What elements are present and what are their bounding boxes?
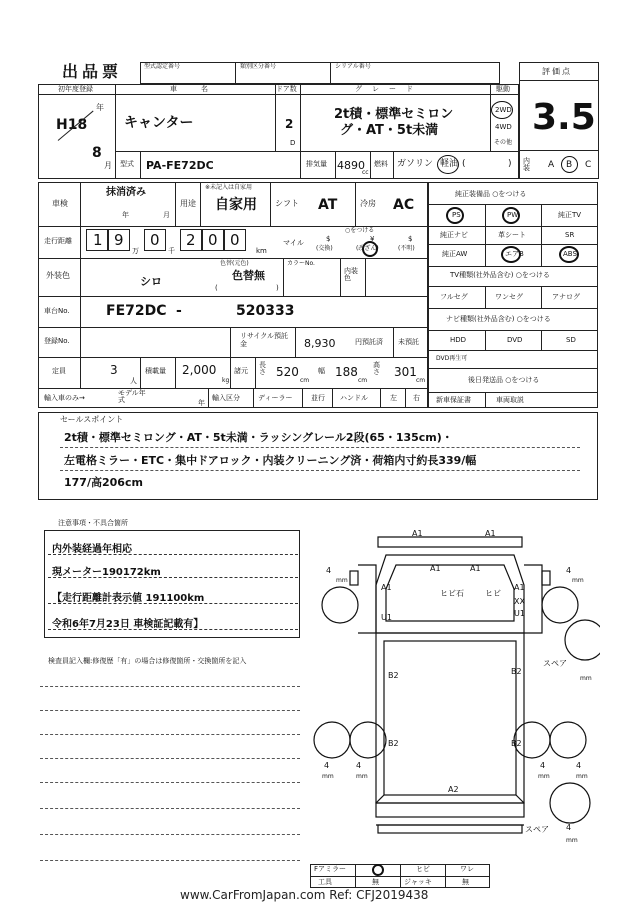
first-reg-era: H18 bbox=[56, 117, 88, 133]
label-usage: 用途 bbox=[180, 199, 196, 208]
label-capacity: 定員 bbox=[52, 367, 66, 375]
navi-hdd: HDD bbox=[450, 336, 467, 344]
mile-opt-2-circle bbox=[362, 241, 378, 257]
label-chassis: 車台No. bbox=[44, 307, 70, 315]
score-value: 3.5 bbox=[532, 97, 596, 138]
sales-point-label: セールスポイント bbox=[60, 415, 124, 424]
damage-xx: XX bbox=[514, 597, 525, 606]
tire-rear-left-outer-depth: 4 bbox=[324, 761, 330, 770]
note-line-2: 現メーター190172km bbox=[52, 567, 161, 578]
tools-tool-label: 工具 bbox=[318, 878, 332, 886]
watermark-text: www.CarFromJapan.com Ref: CFJ2019438 bbox=[180, 888, 429, 902]
mileage-d1: 1 bbox=[93, 231, 103, 249]
mileage-sen: 千 bbox=[168, 247, 175, 255]
mile-opt-3: $ bbox=[408, 235, 413, 243]
sales-point-line2: 左電格ミラー・ETC・集中ドアロック・内装クリーニング済・荷箱内寸約長339/幅 bbox=[64, 454, 477, 467]
import-dealer: ディーラー bbox=[258, 394, 293, 402]
navi-dvd: DVD bbox=[507, 336, 523, 344]
mileage-d3: 0 bbox=[150, 231, 160, 249]
width-unit: cm bbox=[358, 377, 368, 384]
tools-break: ワレ bbox=[460, 865, 474, 873]
score-label: 評価点 bbox=[542, 67, 572, 76]
usage-value: 自家用 bbox=[215, 197, 257, 213]
interior-label: 内装 bbox=[523, 157, 530, 172]
spare-label-1: スペア bbox=[543, 659, 567, 668]
mileage-d2: 9 bbox=[114, 231, 124, 249]
tire-rear-right-outer-unit: mm bbox=[576, 773, 588, 780]
sales-point-line1: 2t積・標準セミロング・AT・5t未満・ラッシングレール2段(65・135cm)・ bbox=[64, 431, 453, 444]
doors-unit: D bbox=[290, 139, 296, 147]
load-value: 2,000 bbox=[182, 363, 217, 377]
label-import-type: 輸入区分 bbox=[212, 394, 240, 402]
tire-rear-left-outer-unit: mm bbox=[322, 773, 334, 780]
navi-sd: SD bbox=[566, 336, 576, 344]
damage-windshield-crack: ヒビ bbox=[485, 589, 501, 598]
label-displacement: 排気量 bbox=[306, 160, 327, 168]
document-title: 出品票 bbox=[62, 62, 123, 81]
color-value: シロ bbox=[140, 275, 162, 288]
chassis-number: 520333 bbox=[236, 303, 295, 319]
notes-label: 注意事項・不具合箇所 bbox=[58, 519, 128, 527]
displacement-unit: cc bbox=[362, 169, 369, 176]
mileage-km: km bbox=[256, 247, 267, 255]
damage-a1-top-right: A1 bbox=[485, 529, 496, 538]
equipment-title: 純正装備品 ○をつける bbox=[455, 190, 527, 198]
ac-value: AC bbox=[393, 197, 415, 213]
car-name: キャンター bbox=[124, 115, 194, 131]
detail-box bbox=[38, 182, 428, 408]
tv-oneseg: ワンセグ bbox=[495, 293, 523, 301]
label-length: 長さ bbox=[259, 361, 266, 376]
drive-other: その他 bbox=[494, 139, 513, 146]
equip-airbag-circle bbox=[501, 246, 521, 263]
sales-point-line3: 177/高206cm bbox=[64, 476, 143, 489]
label-recycle: リサイクル預託金 bbox=[240, 332, 289, 348]
damage-windshield-chip: ヒビ石 bbox=[440, 589, 464, 598]
label-color-orig: 色替(元色) bbox=[220, 260, 249, 267]
tools-jack-label: ジャッキ bbox=[404, 878, 432, 886]
capacity-unit: 人 bbox=[130, 377, 137, 385]
first-reg-month: 8 bbox=[92, 145, 102, 161]
shift-value: AT bbox=[318, 197, 338, 213]
height-value: 301 bbox=[394, 365, 417, 379]
tv-title: TV種類(社外品含む) ○をつける bbox=[450, 271, 550, 279]
tire-rear-right-inner-depth: 4 bbox=[540, 761, 546, 770]
equip-ps: PS bbox=[452, 211, 461, 219]
equip-pw: PW bbox=[507, 211, 519, 219]
first-reg-year-unit: 年 bbox=[96, 103, 104, 112]
spare-2-depth: 4 bbox=[566, 823, 572, 832]
drive-2wd-circle bbox=[491, 101, 513, 119]
fuel-light-oil-circle bbox=[437, 155, 459, 174]
header-code-box bbox=[140, 62, 500, 84]
equip-abs: ABS bbox=[563, 250, 577, 258]
drive-2wd: 2WD bbox=[495, 106, 512, 114]
label-ac: 冷房 bbox=[360, 199, 376, 208]
label-import-only: 輸入車のみ→ bbox=[44, 394, 85, 402]
equip-tv: 純正TV bbox=[558, 211, 582, 219]
label-model: 型式 bbox=[120, 160, 134, 168]
mile-circle-note: ○をつける bbox=[345, 227, 375, 234]
usage-note: ※未記入は自家用 bbox=[205, 184, 253, 191]
fuel-gasoline: ガソリン bbox=[397, 159, 434, 169]
label-reg-no: 登録No. bbox=[44, 337, 70, 345]
equip-ps-circle bbox=[446, 207, 464, 224]
label-first-reg: 初年度登録 bbox=[58, 85, 93, 93]
handle-right: 右 bbox=[413, 394, 420, 402]
inspection-month-unit: 月 bbox=[163, 211, 170, 219]
interior-c: C bbox=[585, 160, 592, 170]
capacity-value: 3 bbox=[110, 363, 118, 377]
label-width: 幅 bbox=[318, 367, 325, 375]
color-paren-open: ( bbox=[215, 284, 218, 292]
later-manual: 車両取説 bbox=[496, 396, 524, 404]
note-line-4: 令和6年7月23日 車検証記載有】 bbox=[52, 619, 204, 630]
damage-u1-left: U1 bbox=[381, 613, 392, 622]
mileage-d5: 0 bbox=[208, 231, 218, 249]
tire-front-right-depth: 4 bbox=[566, 566, 572, 575]
color-changed-value: 色替無 bbox=[232, 269, 265, 282]
tools-jack-value: 無 bbox=[462, 878, 469, 886]
fuel-other-open: ( bbox=[462, 159, 466, 169]
tv-analog: アナログ bbox=[552, 293, 580, 301]
damage-b2-right: B2 bbox=[511, 667, 522, 676]
label-height: 高さ bbox=[373, 361, 380, 376]
equip-airbag: エアB bbox=[505, 250, 524, 258]
tools-mirror-label: Fアミラー bbox=[314, 865, 347, 873]
spare-1-unit: mm bbox=[580, 675, 592, 682]
tire-rear-right-outer-depth: 4 bbox=[576, 761, 582, 770]
mile-opt-label-3: (不明) bbox=[398, 245, 415, 252]
import-parallel: 並行 bbox=[311, 394, 325, 402]
inspection-value: 抹消済み bbox=[106, 187, 146, 198]
recycle-unit: 円預託済 bbox=[355, 338, 383, 346]
later-title: 後日発送品 ○をつける bbox=[468, 376, 540, 384]
equip-pw-circle bbox=[502, 207, 520, 224]
damage-u1-right: U1 bbox=[514, 609, 525, 618]
label-doors: ドア数 bbox=[276, 85, 297, 93]
length-value: 520 bbox=[276, 365, 299, 379]
fuel-light-oil: 軽油 bbox=[440, 159, 459, 169]
equip-aw: 純正AW bbox=[442, 250, 468, 258]
label-load: 積載量 bbox=[145, 367, 166, 375]
mile-opt-1: $ bbox=[326, 235, 331, 243]
tire-front-left-unit: mm bbox=[336, 577, 348, 584]
drive-4wd: 4WD bbox=[495, 123, 512, 131]
damage-b2-rear-left: B2 bbox=[388, 739, 399, 748]
dvd-play: DVD再生可 bbox=[436, 355, 468, 362]
damage-a1-cab-left: A1 bbox=[430, 564, 441, 573]
first-reg-month-unit: 月 bbox=[104, 161, 112, 170]
damage-a1-side-right: A1 bbox=[514, 583, 525, 592]
label-dims: 諸元 bbox=[234, 367, 248, 375]
damage-b2-left: B2 bbox=[388, 671, 399, 680]
later-warranty: 新車保証書 bbox=[436, 396, 471, 404]
label-color-no: カラーNo. bbox=[287, 260, 315, 267]
damage-a1-side-left: A1 bbox=[381, 583, 392, 592]
tire-rear-left-inner-unit: mm bbox=[356, 773, 368, 780]
tools-mirror-circle bbox=[372, 864, 384, 876]
color-paren-close: ) bbox=[276, 284, 279, 292]
inspection-year-unit: 年 bbox=[122, 211, 129, 219]
equip-sr: SR bbox=[565, 231, 575, 239]
recycle-not: 未預託 bbox=[398, 338, 419, 346]
equip-leather: 革シート bbox=[498, 231, 526, 239]
label-serial: シリアル番号 bbox=[335, 63, 371, 70]
damage-a1-top-left: A1 bbox=[412, 529, 423, 538]
grade-line2: グ・AT・5t未満 bbox=[340, 123, 439, 138]
height-unit: cm bbox=[416, 377, 426, 384]
load-unit: kg bbox=[222, 377, 230, 384]
length-unit: cm bbox=[300, 377, 310, 384]
doors-value: 2 bbox=[285, 117, 294, 131]
mile-opt-label-2: (改ざん) bbox=[356, 245, 379, 252]
interior-b-circle bbox=[561, 156, 578, 173]
tools-tool-value: 無 bbox=[372, 878, 379, 886]
width-value: 188 bbox=[335, 365, 358, 379]
inspector-label: 検査員記入欄:修復歴「有」の場合は修復箇所・交換箇所を記入 bbox=[48, 657, 247, 665]
label-shift: シフト bbox=[275, 199, 299, 208]
model-year-unit: 年 bbox=[198, 399, 205, 407]
label-interior-color: 内装色 bbox=[344, 267, 358, 282]
tv-fullseg: フルセグ bbox=[440, 293, 468, 301]
handle-left: 左 bbox=[390, 394, 397, 402]
mileage-d6: 0 bbox=[230, 231, 240, 249]
tire-rear-left-inner-depth: 4 bbox=[356, 761, 362, 770]
recycle-value: 8,930 bbox=[304, 337, 336, 350]
spare-label-2: スペア bbox=[525, 825, 549, 834]
label-ruibetsu: 類別区分番号 bbox=[240, 63, 277, 70]
mileage-man: 万 bbox=[132, 247, 139, 255]
chassis-dash: - bbox=[176, 303, 182, 319]
label-model-year: モデル年式 bbox=[118, 389, 146, 404]
label-car-name: 車名 bbox=[170, 85, 232, 93]
mile-opt-label-1: (交換) bbox=[316, 245, 333, 252]
label-inspection: 車検 bbox=[52, 199, 68, 208]
tire-front-left-depth: 4 bbox=[326, 566, 332, 575]
note-line-3: 【走行距離計表示値 191100km bbox=[52, 593, 205, 604]
damage-a1-cab-right: A1 bbox=[470, 564, 481, 573]
label-mile: マイル bbox=[283, 239, 304, 247]
damage-a2: A2 bbox=[448, 785, 459, 794]
label-fuel: 燃料 bbox=[374, 160, 388, 168]
equip-abs-circle bbox=[559, 246, 579, 263]
interior-a: A bbox=[548, 160, 555, 170]
equip-navi: 純正ナビ bbox=[440, 231, 468, 239]
interior-b: B bbox=[566, 160, 573, 170]
grade-line1: 2t積・標準セミロン bbox=[334, 107, 454, 122]
note-line-1: 内外装経過年相応 bbox=[52, 544, 132, 555]
damage-b2-rear-right: B2 bbox=[511, 739, 522, 748]
tire-front-right-unit: mm bbox=[572, 577, 584, 584]
tools-crack: ヒビ bbox=[416, 865, 430, 873]
chassis-prefix: FE72DC bbox=[106, 303, 167, 319]
label-katashiki-nintei: 型式認定番号 bbox=[144, 63, 181, 70]
label-handle: ハンドル bbox=[340, 394, 368, 402]
label-drive: 駆動 bbox=[496, 85, 510, 93]
mile-opt-2: ¥ bbox=[370, 235, 375, 243]
mileage-d4: 2 bbox=[186, 231, 196, 249]
fuel-other-close: ) bbox=[508, 159, 512, 169]
spare-2-unit: mm bbox=[566, 837, 578, 844]
label-color: 外装色 bbox=[46, 271, 70, 280]
model-value: PA-FE72DC bbox=[146, 159, 214, 172]
displacement-value: 4890 bbox=[337, 159, 365, 172]
navi-title: ナビ種類(社外品含む) ○をつける bbox=[446, 315, 551, 323]
label-mileage: 走行距離 bbox=[44, 237, 72, 245]
tire-rear-right-inner-unit: mm bbox=[538, 773, 550, 780]
label-grade: グレード bbox=[355, 85, 423, 93]
